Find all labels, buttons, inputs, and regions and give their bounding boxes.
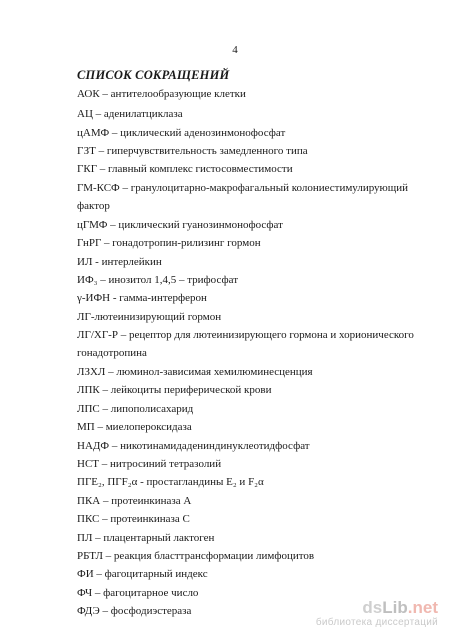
- abbreviation-line: ЛГ-лютеинизирующий гормон: [77, 311, 222, 323]
- abbreviation-line: ИЛ - интерлейкин: [77, 256, 162, 268]
- abbreviation-line: ПКА – протеинкиназа А: [77, 495, 192, 507]
- abbreviation-line: НАДФ – никотинамидадениндинуклеотидфосфат: [77, 440, 310, 452]
- abbreviation-line: ГКГ – главный комплекс гистосовместимости: [77, 163, 293, 175]
- abbreviation-line: МП – миелопероксидаза: [77, 421, 192, 433]
- abbreviation-line: цГМФ – циклический гуанозинмонофосфат: [77, 219, 283, 231]
- abbreviation-line: ЛЗХЛ – люминол-зависимая хемилюминесценция: [77, 366, 313, 378]
- abbreviation-line: ФЧ – фагоцитарное число: [77, 587, 199, 599]
- logo-prefix: ds: [362, 598, 383, 617]
- logo-main: Lib: [382, 598, 408, 617]
- abbreviation-line: ПКС – протеинкиназа С: [77, 513, 190, 525]
- abbreviation-line: ЛПС – липополисахарид: [77, 403, 194, 415]
- logo-suffix: .net: [407, 598, 438, 617]
- abbreviation-line: ЛПК – лейкоциты периферической крови: [77, 384, 272, 396]
- abbreviation-line: РБТЛ – реакция бласттрансформации лимфоцитов: [77, 550, 315, 562]
- dslib-watermark: [316, 599, 438, 628]
- abbreviation-line: ФДЭ – фосфодиэстераза: [77, 605, 192, 617]
- abbreviation-line: АЦ – аденилатциклаза: [77, 108, 183, 120]
- abbreviation-line: ГнРГ – гонадотропин-рилизинг гормон: [77, 237, 261, 249]
- abbreviation-line: ПГЕ₂, ПГF₂α - простагландины Е₂ и F₂α: [77, 476, 264, 488]
- watermark-subtitle: библиотека диссертаций: [315, 617, 438, 628]
- abbreviation-line: ГЗТ – гиперчувствительность замедленного типа: [77, 145, 308, 157]
- abbreviation-line: ЛГ/ХГ-Р – рецептор для лютеинизирующего гормона и хорионического: [77, 329, 414, 341]
- abbreviation-line-continuation: гонадотропина: [77, 347, 147, 359]
- page-number: 4: [232, 44, 238, 56]
- abbreviation-line: цАМФ – циклический аденозинмонофосфат: [77, 127, 286, 139]
- abbreviation-line: ФИ – фагоцитарный индекс: [77, 568, 208, 580]
- abbreviation-line-continuation: фактор: [77, 200, 110, 212]
- abbreviation-line: ПЛ – плацентарный лактоген: [77, 532, 215, 544]
- section-heading: СПИСОК СОКРАЩЕНИЙ: [77, 68, 230, 82]
- abbreviation-line: НСТ – нитросиний тетразолий: [77, 458, 222, 470]
- abbreviation-line: ГМ-КСФ – гранулоцитарно-макрофагальный колониестимулирующий: [77, 182, 409, 194]
- abbreviation-line: АОК – антителообразующие клетки: [77, 88, 246, 100]
- abbreviation-line: γ-ИФН - гамма-интерферон: [77, 292, 207, 304]
- abbreviation-line: ИФ₃ – инозитол 1,4,5 – трифосфат: [77, 274, 239, 286]
- dslib-logo: [316, 599, 438, 617]
